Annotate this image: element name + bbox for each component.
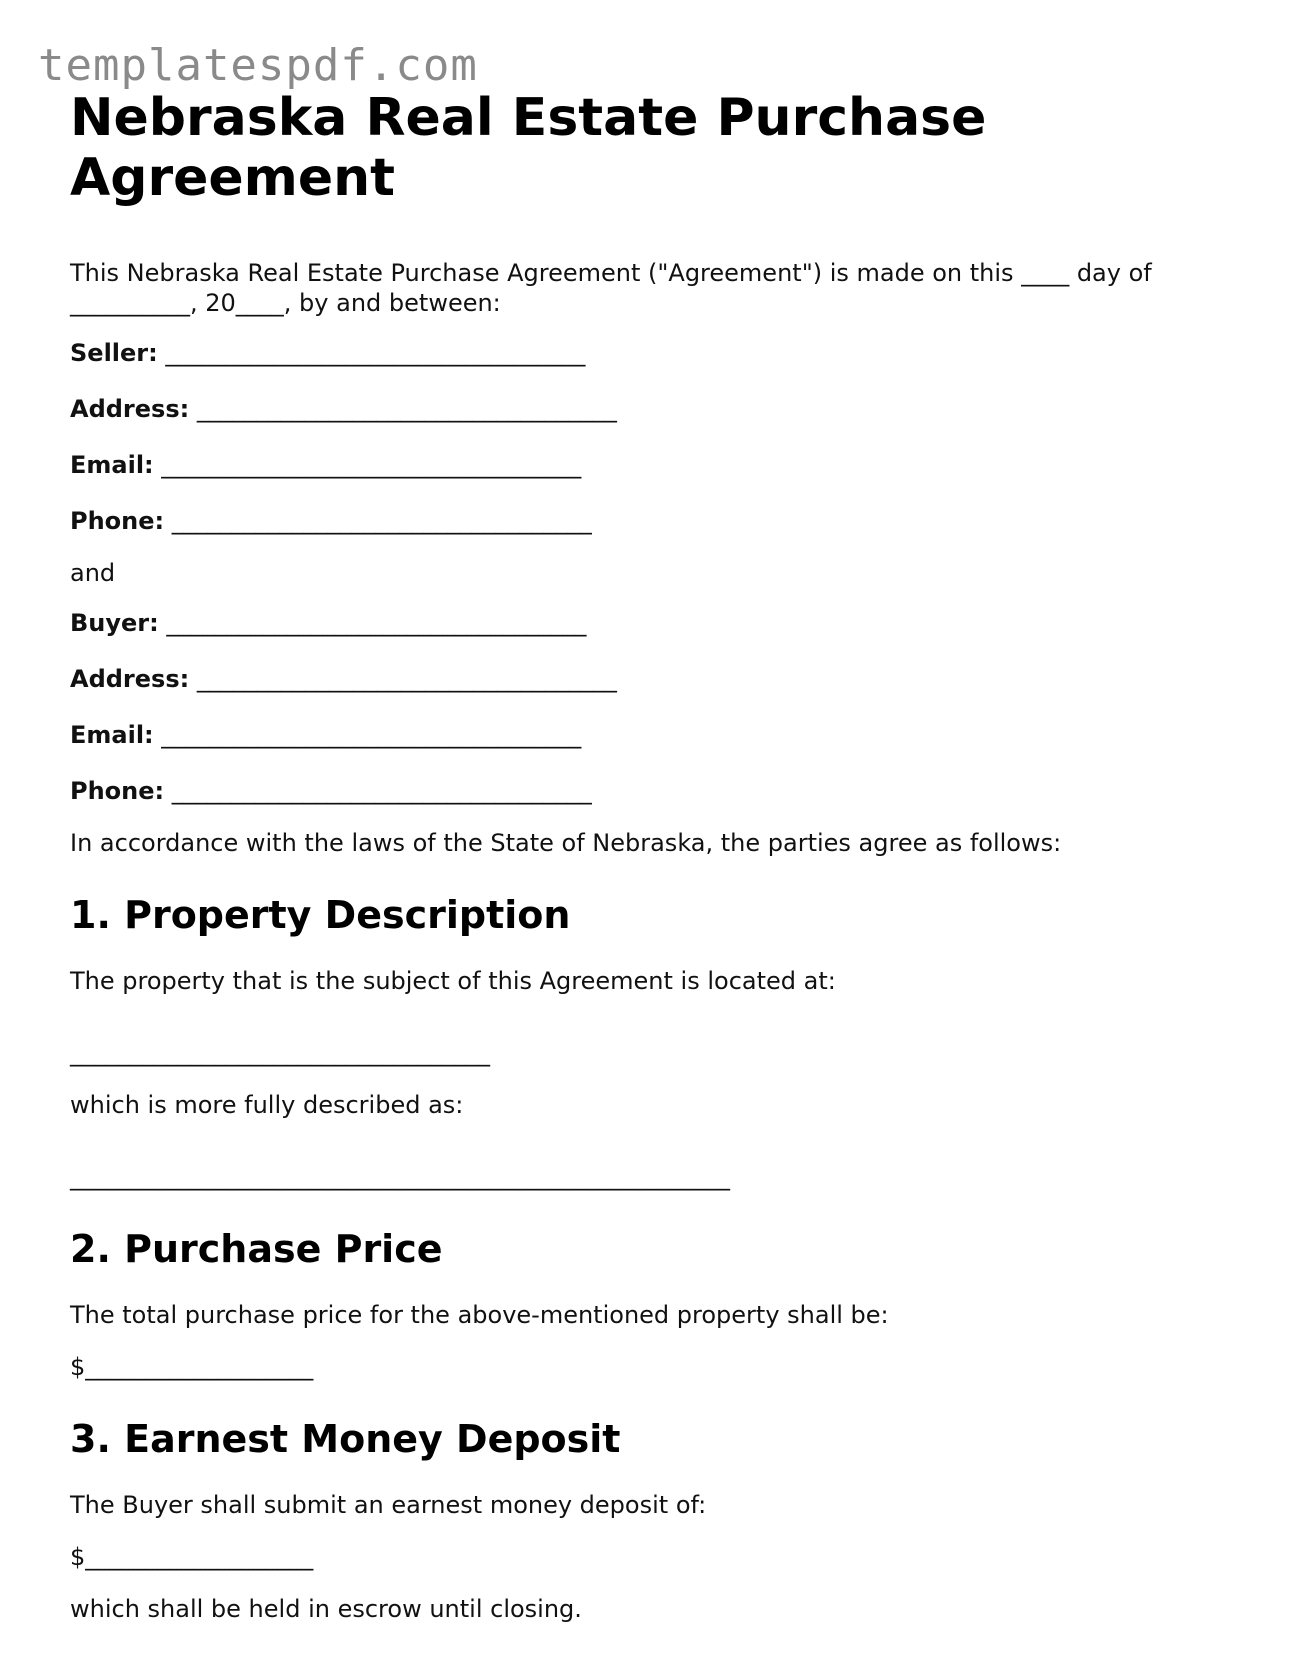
- section-1-text-2: which is more fully described as:: [70, 1091, 464, 1119]
- seller-phone-label: Phone:: [70, 507, 165, 535]
- seller-phone-blank: ___________________________________: [164, 507, 592, 535]
- seller-email-blank: ___________________________________: [153, 451, 582, 479]
- property-description-blank: _______________________________________________________: [70, 1163, 730, 1191]
- document-page: [70, 88, 1230, 1624]
- seller-name-blank: ___________________________________: [157, 339, 586, 367]
- buyer-address-blank: ___________________________________: [189, 665, 617, 693]
- seller-email-label: Email:: [70, 451, 154, 479]
- section-3-heading: 3. Earnest Money Deposit: [70, 1417, 621, 1461]
- buyer-phone-label: Phone:: [70, 777, 165, 805]
- seller-phone-field: [70, 506, 1230, 536]
- buyer-address-label: Address:: [70, 665, 190, 693]
- section-2-heading: 2. Purchase Price: [70, 1227, 443, 1271]
- section-1-text: The property that is the subject of this Agreement is located at:: [70, 967, 836, 995]
- buyer-name-field: [70, 608, 1230, 638]
- buyer-email-label: Email:: [70, 721, 154, 749]
- seller-name-label: Seller:: [70, 339, 158, 367]
- section-2-text: The total purchase price for the above-mentioned property shall be:: [70, 1301, 889, 1329]
- buyer-address-field: [70, 664, 1230, 694]
- buyer-name-blank: ___________________________________: [158, 609, 587, 637]
- earnest-money-blank: $___________________: [70, 1543, 314, 1571]
- buyer-email-blank: ___________________________________: [153, 721, 582, 749]
- buyer-name-label: Buyer:: [70, 609, 159, 637]
- section-3-text: The Buyer shall submit an earnest money deposit of:: [70, 1491, 707, 1519]
- property-location-blank: ___________________________________: [70, 1039, 490, 1067]
- buyer-email-field: [70, 720, 1230, 750]
- document-title: Nebraska Real Estate Purchase Agreement: [70, 88, 987, 208]
- purchase-price-blank: $___________________: [70, 1353, 314, 1381]
- accordance-text: In accordance with the laws of the State of Nebraska, the parties agree as follows:: [70, 829, 1062, 857]
- and-text: and: [70, 559, 116, 587]
- seller-name-field: [70, 338, 1230, 368]
- section-3-text-2: which shall be held in escrow until closing.: [70, 1595, 582, 1623]
- buyer-phone-field: [70, 776, 1230, 806]
- seller-address-field: [70, 394, 1230, 424]
- intro-paragraph: This Nebraska Real Estate Purchase Agreement ("Agreement") is made on this ____ day of __________, 20____, by and between:: [70, 259, 1152, 317]
- seller-address-blank: ___________________________________: [189, 395, 617, 423]
- seller-address-label: Address:: [70, 395, 190, 423]
- watermark: templatespdf.com: [38, 40, 478, 91]
- section-1-heading: 1. Property Description: [70, 893, 571, 937]
- buyer-phone-blank: ___________________________________: [164, 777, 592, 805]
- seller-email-field: [70, 450, 1230, 480]
